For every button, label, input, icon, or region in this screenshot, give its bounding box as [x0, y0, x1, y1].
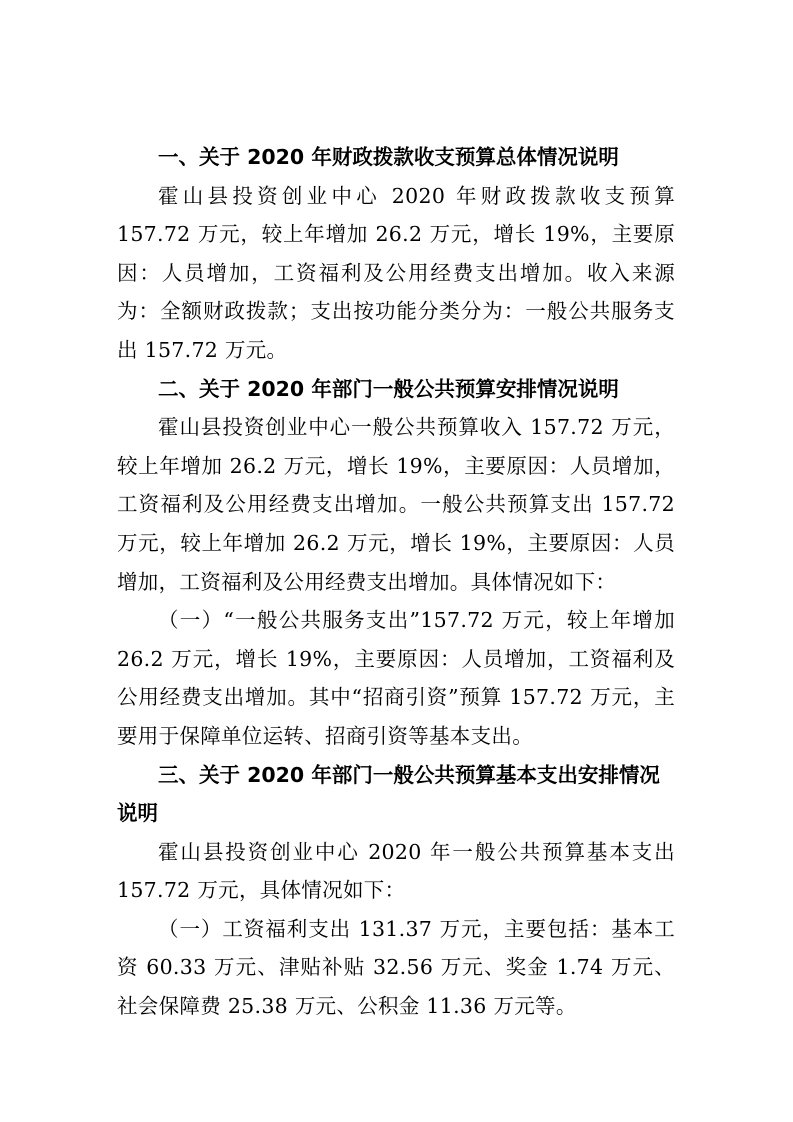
section-heading-1: 一、关于 2020 年财政拨款收支预算总体情况说明	[158, 145, 619, 169]
section-2-item-1-paragraph: （一）“一般公共服务支出”157.72 万元，较上年增加 26.2 万元，增长 19%，主要原因：人员增加，工资福利及公用经费支出增加。其中“招商引资”预算 157.72 万元，主要用于保障单位运转、招商引资等基本支出。	[117, 608, 675, 748]
section-heading-2: 二、关于 2020 年部门一般公共预算安排情况说明	[158, 376, 619, 401]
section-3-item-1-paragraph: （一）工资福利支出 131.37 万元，主要包括：基本工资 60.33 万元、津贴补贴 32.56 万元、奖金 1.74 万元、社会保障费 25.38 万元、公积金 11.36 万元等。	[117, 916, 675, 1019]
section-heading-3: 三、关于 2020 年部门一般公共预算基本支出安排情况说明	[117, 762, 660, 826]
document-body	[117, 138, 675, 1026]
section-3-paragraph: 霍山县投资创业中心 2020 年一般公共预算基本支出 157.72 万元，具体情况如下：	[117, 839, 675, 903]
section-1-paragraph: 霍山县投资创业中心 2020 年财政拨款收支预算 157.72 万元，较上年增加 26.2 万元，增长 19%，主要原因：人员增加，工资福利及公用经费支出增加。收入来源为：全额财政拨款；支出按功能分类分为：一般公共服务支出 157.72 万元。	[117, 183, 675, 362]
section-2-paragraph: 霍山县投资创业中心一般公共预算收入 157.72 万元，较上年增加 26.2 万元，增长 19%，主要原因：人员增加，工资福利及公用经费支出增加。一般公共预算支出 157.72 万元，较上年增加 26.2 万元，增长 19%，主要原因：人员增加，工资福利及公用经费支出增加。具体情况如下：	[117, 415, 675, 594]
